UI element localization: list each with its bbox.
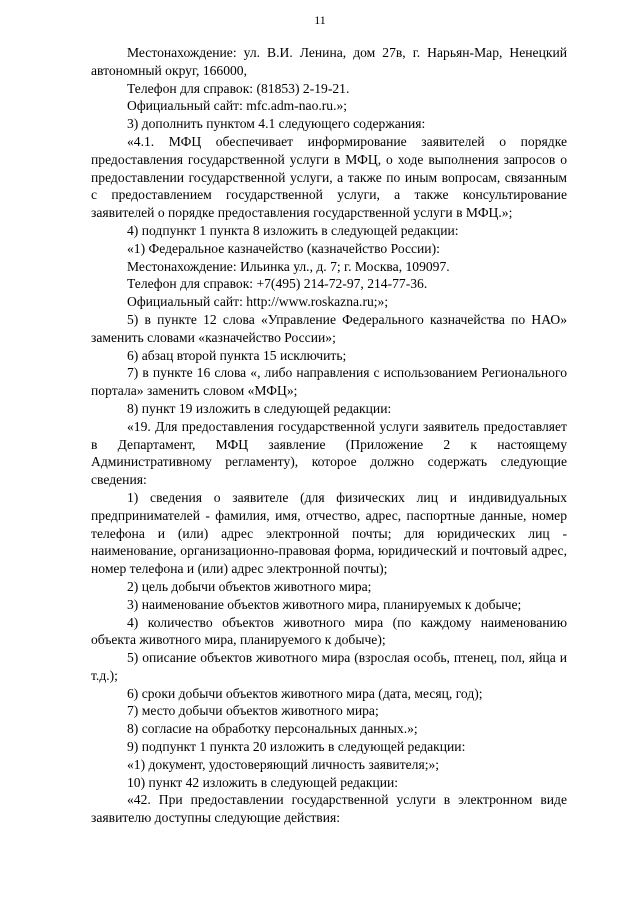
paragraph: «1) Федеральное казначейство (казначейство России): xyxy=(127,240,440,256)
paragraph: Телефон для справок: (81853) 2-19-21. xyxy=(127,80,350,96)
document-body xyxy=(91,44,567,827)
paragraph: 1) сведения о заявителе (для физических лиц и индивидуальных предпринимателей - фамилия, имя, отчество, адрес, паспортные данные, номер телефона и (или) адрес электронной почты; для юридических лиц - наименование, организационно-правовая форма, юридический и почтовый адрес, номер телефона и (или) адрес электронной почты); xyxy=(91,489,567,577)
paragraph: 2) цель добычи объектов животного мира; xyxy=(127,578,372,594)
paragraph: 4) подпункт 1 пункта 8 изложить в следующей редакции: xyxy=(127,222,459,238)
paragraph: 8) пункт 19 изложить в следующей редакции: xyxy=(127,400,392,416)
paragraph: Местонахождение: ул. В.И. Ленина, дом 27в, г. Нарьян-Мар, Ненецкий автономный округ, 166000, xyxy=(91,45,567,78)
paragraph: 7) в пункте 16 слова «, либо направления с использованием Регионального портала» заменить словом «МФЦ»; xyxy=(91,365,567,399)
paragraph: 9) подпункт 1 пункта 20 изложить в следующей редакции: xyxy=(127,739,466,755)
paragraph: 4) количество объектов животного мира (по каждому наименованию объекта животного мира, планируемого к добыче); xyxy=(91,614,567,648)
page-number: 11 xyxy=(314,13,326,27)
paragraph: «1) документ, удостоверяющий личность заявителя;»; xyxy=(127,756,440,772)
paragraph: Официальный сайт: mfc.adm-nao.ru.»; xyxy=(127,98,348,114)
paragraph: «42. При предоставлении государственной услуги в электронном виде заявителю доступны следующие действия: xyxy=(91,792,567,826)
paragraph: 3) дополнить пунктом 4.1 следующего содержания: xyxy=(127,116,426,132)
paragraph: «4.1. МФЦ обеспечивает информирование заявителей о порядке предоставления государственной услуги в МФЦ, о ходе выполнения запросов о предоставлении государственной услуги, а также по иным вопросам, связанным с предоставлением государственной услуги, а также консультирование заявителей о порядке предоставления государственной услуги в МФЦ.»; xyxy=(91,133,567,221)
paragraph: 6) сроки добычи объектов животного мира (дата, месяц, год); xyxy=(127,685,483,701)
paragraph: 5) в пункте 12 слова «Управление Федерального казначейства по НАО» заменить словами «казначейство России»; xyxy=(91,311,567,345)
paragraph: 6) абзац второй пункта 15 исключить; xyxy=(127,347,347,363)
paragraph: 8) согласие на обработку персональных данных.»; xyxy=(127,721,418,737)
paragraph: 5) описание объектов животного мира (взрослая особь, птенец, пол, яйца и т.д.); xyxy=(91,650,567,683)
paragraph: Официальный сайт: http://www.roskazna.ru;»; xyxy=(127,294,389,310)
paragraph: 7) место добычи объектов животного мира; xyxy=(127,703,379,719)
paragraph: Местонахождение: Ильинка ул., д. 7; г. Москва, 109097. xyxy=(127,258,450,274)
paragraph: 10) пункт 42 изложить в следующей редакции: xyxy=(127,774,399,790)
paragraph: 3) наименование объектов животного мира, планируемых к добыче; xyxy=(127,596,522,612)
paragraph: Телефон для справок: +7(495) 214-72-97, 214-77-36. xyxy=(127,276,428,292)
paragraph: «19. Для предоставления государственной услуги заявитель предоставляет в Департамент, МФЦ заявление (Приложение 2 к настоящему Административному регламенту), которое должно содержать следующие сведения: xyxy=(91,418,567,488)
